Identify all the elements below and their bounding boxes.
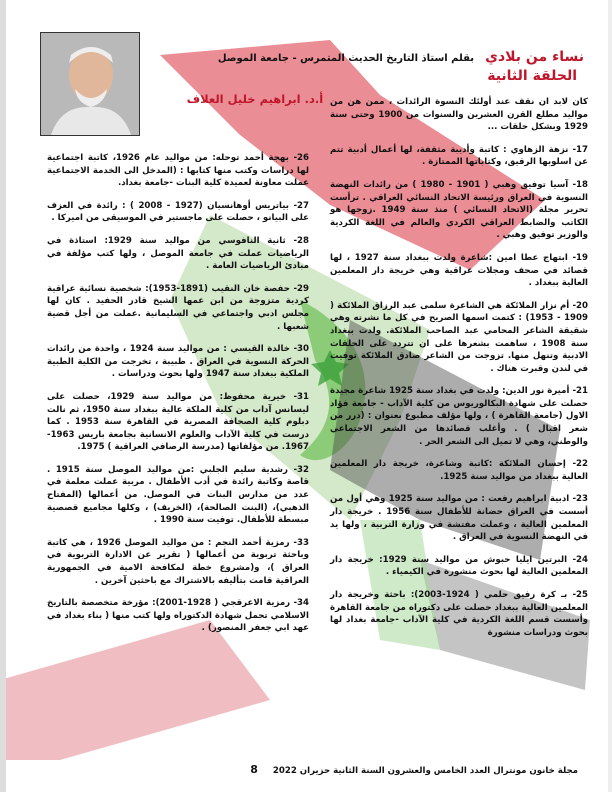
portrait-icon (41, 33, 139, 135)
entry-paragraph: 25- بـ كرة رفيق حلمي ( 1924-2003): باحثة وخريجة دار المعلمين العالية ببغداد حصلت على دكتوراه من جامعة القاهرة وأسست قسم اللغة الكردية في كلية الآداب -جامعة بغداد لها بحوث ودراسات منشورة (330, 590, 588, 638)
entry-paragraph: 18- آسيا توفيق وهبي ( 1901 - 1980 ) من رائدات النهضة النسوية في العراق ورئيسة الاتحاد النسائي العراقي . ترأست تحرير مجلة (الاتحاد النسائي ) منذ سنة 1949 .زوجها هو الكاتب والضابط العراقي الكردي والعالم في اللغة الكردية والوزير توفيق وهبي . (330, 179, 589, 241)
entry-paragraph: 32- رشدية سليم الجلبي :من مواليد الموصل سنة 1915 . قاصة وكاتبة رائدة في أدب الأطفال . مربية عملت معلمة في عدد من مدارس البنات في الموصل. من أعمالها (المفتاح الذهبي)، (البنت الصالحة)، (الخريف) ، وكلها مجاميع قصصية مبسطة للأطفال. توفيت سنة 1990 . (47, 464, 309, 526)
article-title: نساء من بلادي (485, 49, 584, 65)
right-column (330, 96, 588, 649)
episode-label: الحلقة الثانية (487, 68, 577, 84)
entry-paragraph: 21- أميرة نور الدين: ولدت في بغداد سنة 1925 شاعرة مجيدة حصلت على شهادة البكالوريوس من كلية الآداب - جامعة فؤاد الاول (جامعة القاهرة ) ، ولها مؤلف مطبوع بعنوان : (درر من شعر اقبال ) . وأغلب قصائدها من الشعر الاجتماعي والوطني، وهي لا تميل الى الشعر الحر . (330, 386, 588, 447)
entry-paragraph: 19- ابتهاج عطا امين :شاعرة ولدت ببغداد سنة 1927 ، لها قصائد في صحف ومجلات عراقية وهي خريجة دار المعلمين العالية ببغداد . (330, 252, 588, 289)
entry-paragraph: 28- ثانية النافوسي من مواليد سنة 1929: استاذة في الرياضيات عملت في جامعة الموصل ، ولها كتب مؤلفة في مبادئ الرياضيات العامة . (47, 235, 309, 272)
entry-paragraph: 24- البرتين ايليا حبوش من مواليد سنة 1929: خريجة دار المعلمين العالية لها بحوث منشورة في الكيمياء . (330, 554, 588, 578)
author-name: أ.د. ابراهيم خليل العلاف (186, 92, 324, 106)
page-border-left (0, 0, 6, 792)
page-border-right (608, 0, 612, 792)
entry-paragraph: 29- حفصة خان النقيب (1891-1953): شخصية نسائية عراقية كردية متزوجة من ابن عمها الشيخ قادر الحفيد . كان لها مجلس ادبي واجتماعي في السليمانية .عملت من أجل قضية شعبها . (47, 283, 310, 332)
entry-paragraph: 22- إحسان الملائكة :كاتبة وشاعرة، خريجة دار المعلمين العالية ببغداد من مواليد سنة 1925. (330, 459, 588, 482)
article-byline: بقلم استاذ التاريخ الحديث المتمرس - جامعة الموصل (217, 53, 475, 64)
page-number: 8 (250, 763, 258, 776)
author-photo (40, 32, 140, 136)
entry-paragraph: 31- خيرية محفوظ: من مواليد سنة 1929، حصلت على ليسانس آداب من كلية الملكة عالية ببغداد سنة 1950، ثم نالت دبلوم كلية الصحافة المصرية في القاهرة سنة 1953 . كما درست في كلية الآداب والعلوم الانسانية بجامعة باريس 1963-1967. من مؤلفاتها (مدرسة الرصافي العراقية ) 1975. (47, 391, 309, 453)
entry-paragraph: 30- خالدة القيسي : من مواليد سنة 1924 ، واحدة من رائدات الحركة النسوية في العراق . طبيبة ، تخرجت من الكلية الطبية الملكية ببغداد سنة 1947 ولها بحوث ودراسات . (47, 344, 309, 380)
entry-paragraph: 33- رمزية أحمد النجم : من مواليد الموصل 1926 ، هي كاتبة وباحثة تربوية من أعمالها ( تقرير عن الادارة التربوية في العراق )، و(مشروع خطة لمكافحة الامية في الجمهورية العراقية قامت بتأليفه بالاشتراك مع باحثين آخرين . (47, 537, 309, 586)
article-heading (218, 46, 584, 65)
entry-paragraph: 17- نزهة الزهاوي : كاتبة وأديبة مثقفة، لها أعمال أدبية تتم عن اسلوبها الرقيق، وكتاباتها الممتازة . (330, 144, 588, 168)
entry-paragraph: 26- بهجة أحمد توحله: من مواليد عام 1926، كاتبة اجتماعية لها دراسات وكتب منها كتابها : (المدخل الى الخدمة الاجتماعية عملت معاونة لعميدة كلية البنات -جامعة بغداد. (47, 153, 309, 189)
entry-paragraph: 20- أم نزار الملائكة هي الشاعرة سلمى عبد الرزاق الملائكة ( 1909 - 1953) : كتمت اسمها الصريح في كل ما نشرته وهي شقيقة الشاعر المحامي عبد الصاحب الملائكة. ولدت ببغداد سنة 1908 ، ساهمت بشعرها على ان تتردد على الحلقات الادبية وتنهل منها. تزوجت من الشاعر صادق الملائكة توفيت في لندن وقبرت هناك . (330, 300, 588, 374)
entry-paragraph: 23- ادبية ابراهيم رفعت : من مواليد سنة 1925 وهي أول من أسست في العراق حضانة للأطفال سنة 1956 . خريجة دار المعلمين العالية ، وعملت مفتشة في وزارة التربية ، ولها يد في النهضة النسوية في العراق . (330, 494, 588, 543)
intro-paragraph: كان لابد ان نقف عند أولئك النسوة الرائدات ، ممن هن من مواليد مطلع القرن العشرين والسنوات من 1900 وحتى سنة 1929 وبشكل حلقات ... (330, 97, 588, 133)
left-column (47, 152, 309, 645)
entry-paragraph: 34- رمزية الاعرقجي ( 1928-2001): مؤرخة متخصصة بالتاريخ الاسلامي تحمل شهادة الدكتوراه ولها كتب منها ( بناء بغداد في عهد ابي جعفر المنصور) . (47, 598, 309, 634)
page-footer (30, 763, 578, 776)
entry-paragraph: 27- بياتريس أوهانسيان (1927 - 2008 ) : رائدة في العزف على البيانو ، حصلت على ماجستير في الموسيقى من اميركا . (47, 200, 309, 224)
footer-text: مجلة خانون مونترال العدد الخامس والعشرون السنة الثانية حزيران 2022 (272, 766, 578, 776)
